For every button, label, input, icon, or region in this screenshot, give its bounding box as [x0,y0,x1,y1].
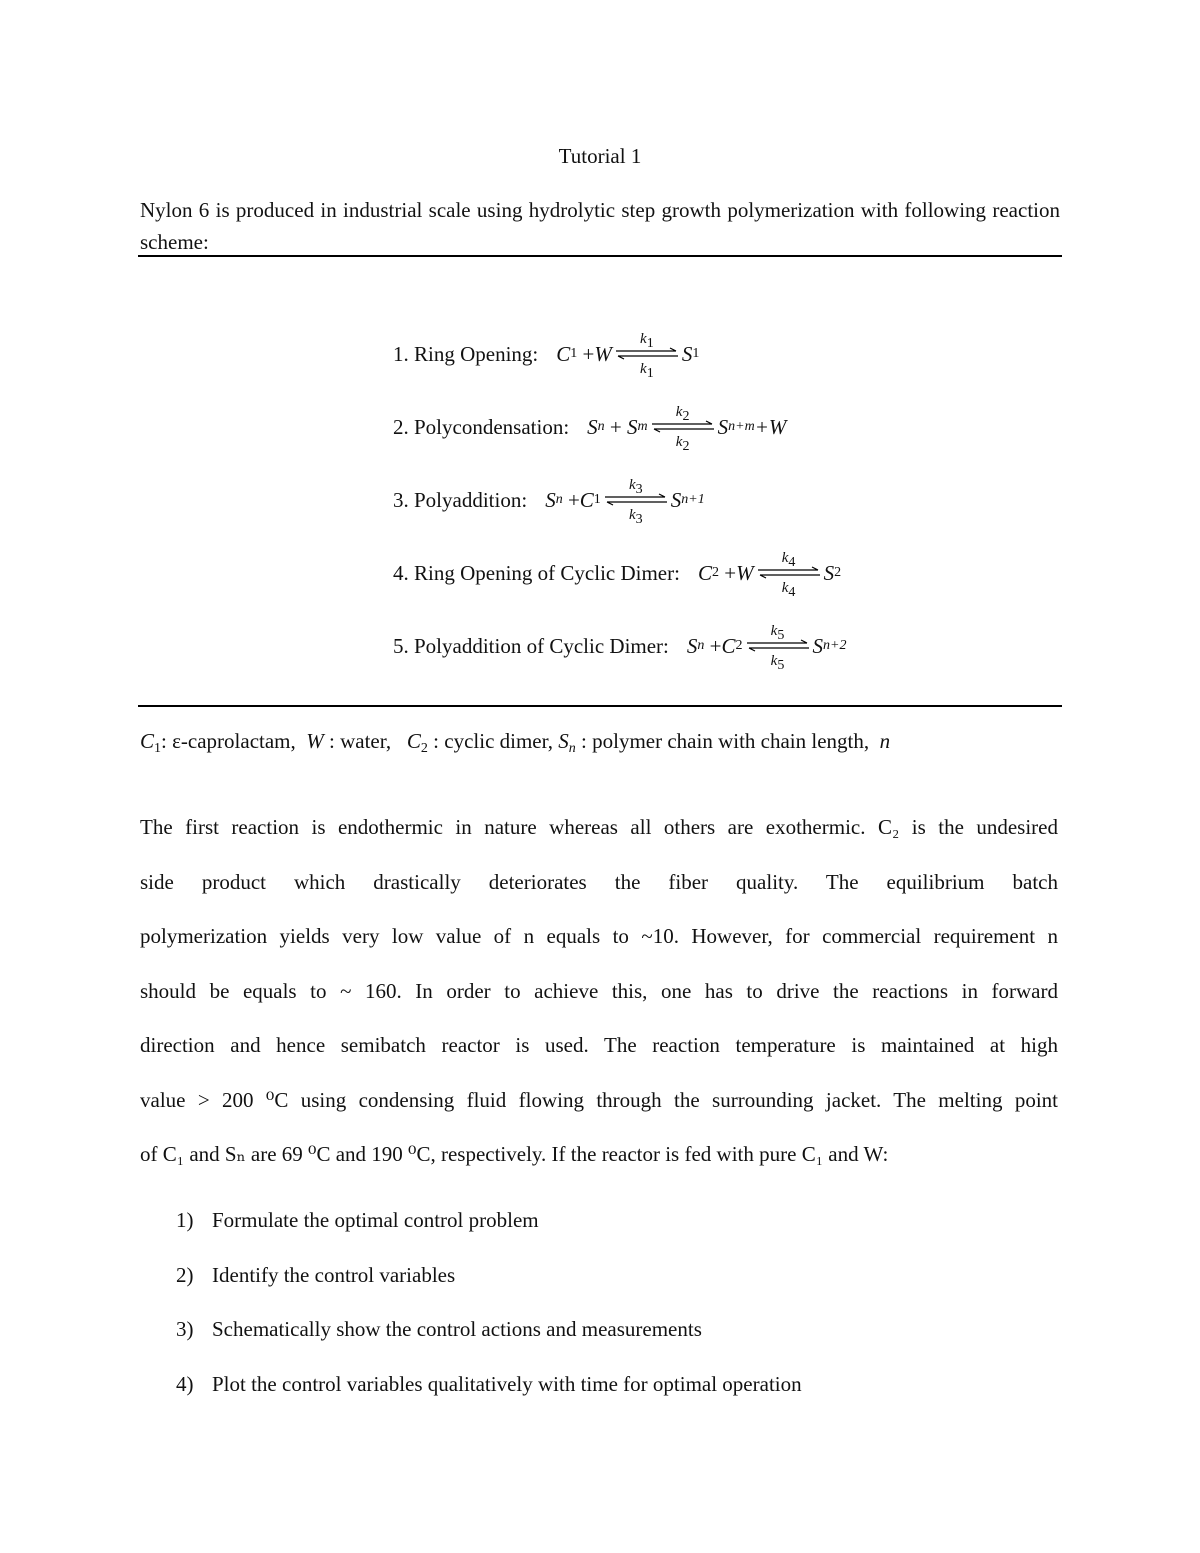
backward-rate-constant: $k_1$ [640,361,654,381]
list-item [176,1208,802,1263]
question-number: 4) [176,1371,194,1396]
list-item [176,1372,802,1427]
equilibrium-arrow [745,623,811,673]
question-text: Identify the control variables [212,1262,456,1287]
paragraph-line: polymerization yields very low value of n equals to ~10. However, for commercial requirement n [140,924,1058,948]
question-number: 1) [176,1208,194,1232]
forward-rate-constant: $k_2$ [675,404,690,424]
reaction-1 [393,331,700,381]
reaction-equation: S n + C 2 $k_5$ $k_5$ S n+2 [686,623,847,673]
paragraph-line: of C₁ and Sₙ are 69 ⁰C and 190 ⁰C, respectively. If the reactor is fed with pure C₁ and W: [140,1142,889,1166]
question-number: 3) [176,1317,194,1341]
reaction-5 [393,623,847,673]
paragraph-line: The first reaction is endothermic in nature whereas all others are exothermic. C₂ is the undesired [140,815,1058,839]
equilibrium-arrow [614,331,680,381]
divider-bottom [138,705,1062,707]
backward-rate-constant: $k_3$ [628,507,643,527]
backward-rate-constant: $k_2$ [675,434,690,454]
reaction-equation: C 2 + W $k_4$ $k_4$ S 2 [697,550,842,600]
reaction-label: 1. Ring Opening: [393,341,539,366]
intro-text: Nylon 6 is produced in industrial scale using hydrolytic step growth polymerization with following reaction scheme: [140,198,1060,254]
paragraph-line: value > 200 ⁰C using condensing fluid flowing through the surrounding jacket. The melting point [140,1087,1058,1112]
question-text: Schematically show the control actions and measurements [212,1317,702,1341]
reaction-equation: S n + S m $k_2$ $k_2$ S n+m +W [587,404,787,454]
reaction-equation: C 1 + W $k_1$ $k_1$ S 1 [556,331,700,381]
reaction-3 [393,477,705,527]
paragraph-line: should be equals to ~ 160. In order to achieve this, one has to drive the reactions in forward [140,978,1058,1003]
paragraph-line: direction and hence semibatch reactor is used. The reaction temperature is maintained at high [140,1033,1058,1057]
list-item [176,1263,802,1318]
question-list [176,1208,802,1426]
divider-top [138,255,1062,257]
reaction-equation: S n + C 1 $k_3$ $k_3$ S n+1 [545,477,705,527]
backward-rate-constant: $k_5$ [770,653,785,673]
symbol-legend: $C_1$: ε-caprolactam, W : water, $C_2$ : cyclic dimer, $S_n$ : polymer chain with chain length, n [140,729,891,756]
reaction-4 [393,550,842,600]
question-text: Formulate the optimal control problem [212,1208,539,1232]
equilibrium-arrow [756,550,822,600]
reaction-2 [393,404,787,454]
forward-rate-constant: $k_4$ [781,550,796,570]
reaction-label: 3. Polyaddition: [393,487,528,512]
description-paragraph [140,800,1058,1182]
paragraph-line: side product which drastically deteriorates the fiber quality. The equilibrium batch [140,869,1058,894]
reaction-label: 4. Ring Opening of Cyclic Dimer: [393,560,680,585]
reaction-label: 2. Polycondensation: [393,414,570,439]
question-number: 2) [176,1262,194,1287]
question-text: Plot the control variables qualitatively with time for optimal operation [212,1371,802,1396]
backward-rate-constant: $k_4$ [781,580,796,600]
equilibrium-arrow [650,404,716,454]
forward-rate-constant: $k_1$ [640,331,654,351]
page-title: Tutorial 1 [558,144,642,168]
forward-rate-constant: $k_3$ [628,477,643,497]
equilibrium-arrow [603,477,669,527]
forward-rate-constant: $k_5$ [770,623,785,643]
reaction-label: 5. Polyaddition of Cyclic Dimer: [393,633,669,658]
list-item [176,1317,802,1372]
